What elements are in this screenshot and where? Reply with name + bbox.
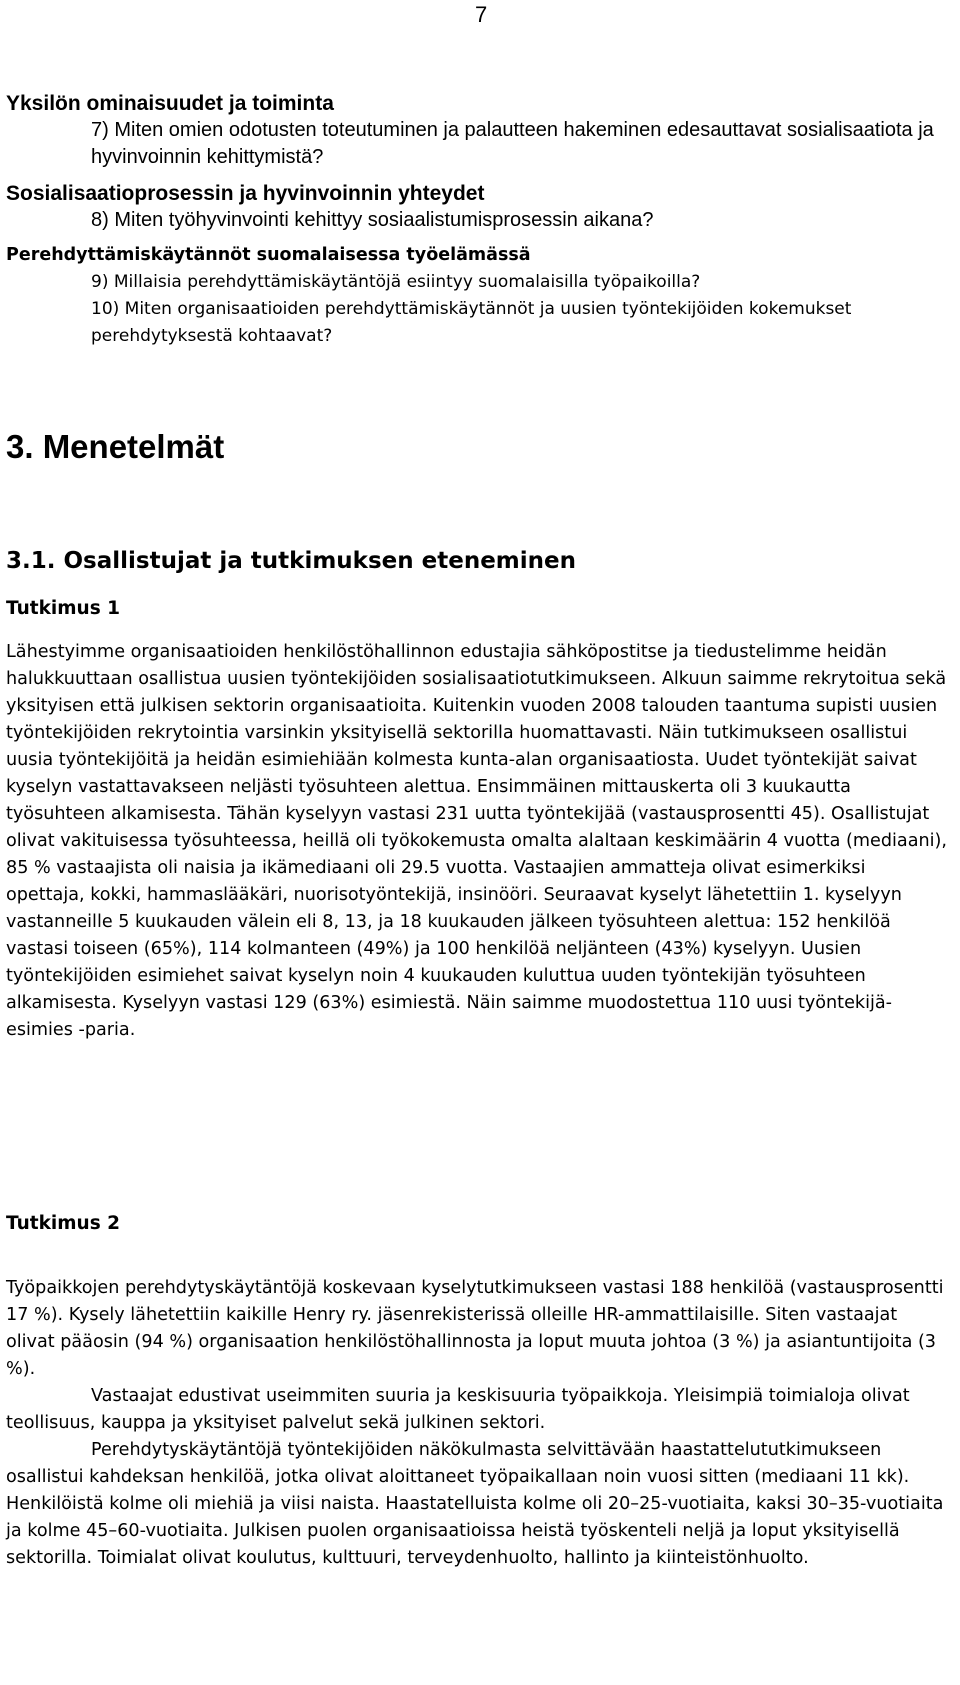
study-2-title: Tutkimus 2 (6, 1213, 121, 1234)
question-heading: Sosialisaatioprosessin ja hyvinvoinnin yhteydet (6, 182, 485, 205)
paragraph (6, 1437, 948, 1572)
paragraph-text: Vastaajat edustivat useimmiten suuria ja keskisuuria työpaikkoja. Yleisimpiä toimialoja olivat teollisuus, kauppa ja yksityiset palvelut sekä julkinen sektori. (6, 1386, 910, 1433)
paragraph-text: Perehdytyskäytäntöjä työntekijöiden näkökulmasta selvittävään haastattelututkimukseen osallistui kahdeksan henkilöä, jotka olivat aloittaneet työpaikallaan noin vuosi sitten (mediaani 11 kk). Henkilöistä kolme oli miehiä ja viisi naista. Haastatelluista kolme oli 20–25-vuotiaita, kaksi 30–35-vuotiaita ja kolme 45–60-vuotiaita. Julkisen puolen organisaatioissa heistä työskenteli neljä ja loput yksityisellä sektorilla. Toimialat olivat koulutus, kulttuuri, terveydenhuolto, hallinto ja kiinteistönhuolto. (6, 1440, 944, 1568)
research-question: 9) Millaisia perehdyttämiskäytäntöjä esiintyy suomalaisilla työpaikoilla? (91, 272, 701, 292)
study-1-title: Tutkimus 1 (6, 598, 121, 619)
research-question-group-3 (6, 242, 956, 350)
paragraph: Työpaikkojen perehdytyskäytäntöjä koskevaan kyselytutkimukseen vastasi 188 henkilöä (vastausprosentti 17 %). Kysely lähetettiin kaikille Henry ry. jäsenrekisterissä olleille HR-ammattilaisille. Siten vastaajat olivat pääosin (94 %) organisaation henkilöstöhallinnosta ja loput muuta johtoa (3 %) ja asiantuntijoita (3 %). (6, 1278, 944, 1379)
research-question: 7) Miten omien odotusten toteutuminen ja palautteen hakeminen edesauttavat sosialisaatiota ja hyvinvoinnin kehittymistä? (91, 119, 934, 168)
chapter-title: 3. Menetelmät (6, 428, 225, 465)
section-title: 3.1. Osallistujat ja tutkimuksen eteneminen (6, 548, 576, 574)
study-2-text (6, 1275, 948, 1572)
question-heading: Perehdyttämiskäytännöt suomalaisessa työelämässä (6, 245, 531, 265)
research-question: 10) Miten organisaatioiden perehdyttämiskäytännöt ja uusien työntekijöiden kokemukset perehdytyksestä kohtaavat? (91, 299, 852, 346)
study-1-text: Lähestyimme organisaatioiden henkilöstöhallinnon edustajia sähköpostitse ja tiedustelimme heidän halukkuuttaan osallistua uusien työntekijöiden sosialisaatiotutkimukseen. Alkuun saimme rekrytoitua sekä yksityisen että julkisen sektorin organisaatioita. Kuitenkin vuoden 2008 talouden taantuma supisti uusien työntekijöiden rekrytointia varsinkin yksityisellä sektorilla huomattavasti. Näin tutkimukseen osallistui uusia työntekijöitä ja heidän esimiehiään kolmesta kunta-alan organisaatiosta. Uudet työntekijät saivat kyselyn vastattavakseen neljästi työsuhteen alettua. Ensimmäinen mittauskerta oli 3 kuukautta työsuhteen alkamisesta. Tähän kyselyyn vastasi 231 uutta työntekijää (vastausprosentti 45). Osallistujat olivat vakituisessa työsuhteessa, heillä oli työkokemusta omalta alaltaan keskimäärin 4 vuotta (mediaani), 85 % vastaajista oli naisia ja ikämediaani oli 29.5 vuotta. Vastaajien ammatteja olivat esimerkiksi opettaja, kokki, hammaslääkäri, nuorisotyöntekijä, insinööri. Seuraavat kyselyt lähetettiin 1. kyselyyn vastanneille 5 kuukauden välein eli 8, 13, ja 18 kuukauden jälkeen työsuhteen alettua: 152 henkilöä vastasi toiseen (65%), 114 kolmanteen (49%) ja 100 henkilöä neljänteen (43%) kyselyyn. Uusien työntekijöiden esimiehet saivat kyselyn noin 4 kuukauden kuluttua uuden työntekijän työsuhteen alkamisesta. Kyselyyn vastasi 129 (63%) esimiestä. Näin saimme muodostettua 110 uusi työntekijä-esimies -paria. (6, 642, 947, 1040)
question-heading: Yksilön ominaisuudet ja toiminta (6, 92, 334, 115)
paragraph (6, 1383, 948, 1437)
research-question: 8) Miten työhyvinvointi kehittyy sosiaalistumisprosessin aikana? (91, 209, 654, 231)
research-question-group-1 (6, 90, 956, 171)
page-number: 7 (475, 2, 488, 27)
research-question-group-2 (6, 180, 956, 234)
